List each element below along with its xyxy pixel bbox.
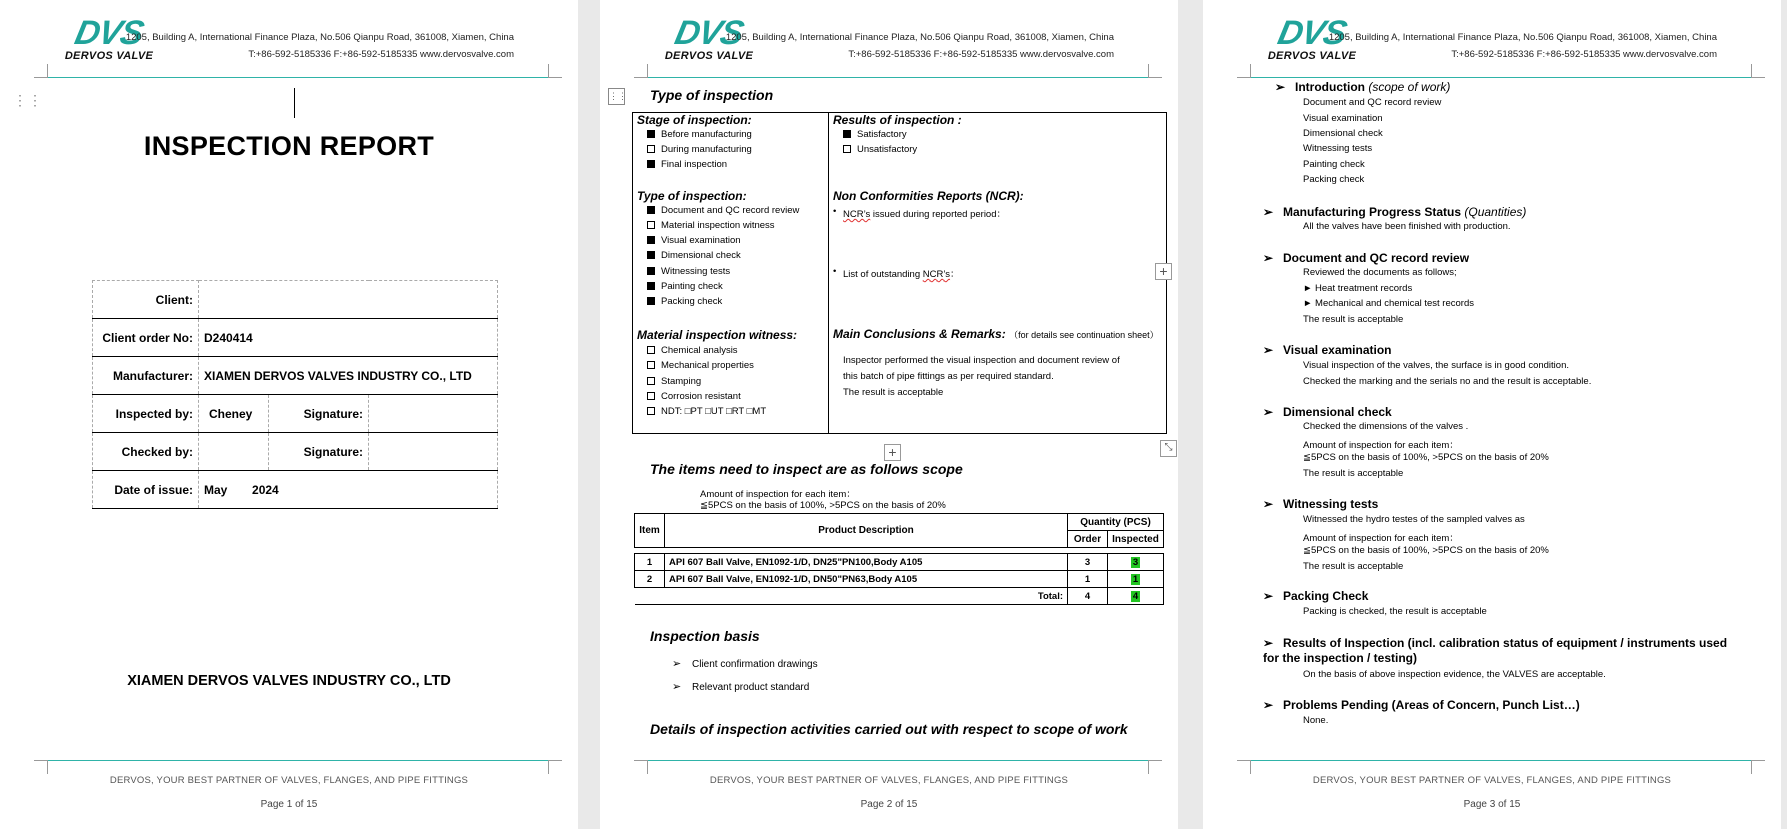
crop-mark (548, 760, 562, 774)
intro-section-title: ➢ Introduction (scope of work) (1275, 80, 1451, 94)
material-item[interactable]: NDT: □PT □UT □RT □MT (647, 406, 766, 417)
visual-text: Checked the marking and the serials no and the result is acceptable. (1303, 376, 1592, 387)
checkbox-checked-icon (647, 206, 655, 214)
signature-value[interactable] (369, 395, 498, 433)
ncr-heading: Non Conformities Reports (NCR): (833, 189, 1024, 203)
date-value[interactable] (199, 471, 498, 509)
type-item[interactable]: Dimensional check (647, 250, 741, 261)
checkbox-checked-icon (647, 297, 655, 305)
type-heading: Type of inspection: (637, 189, 747, 203)
doc-item: ► Heat treatment records (1303, 283, 1413, 294)
header-contacts: T:+86-592-5185336 F:+86-592-5185335 www.dervosvalve.com (248, 49, 514, 60)
logo-text: DERVOS VALVE (664, 50, 754, 62)
type-item[interactable]: Packing check (647, 296, 722, 307)
stage-item[interactable]: Before manufacturing (647, 129, 752, 140)
intro-item: Visual examination (1303, 113, 1383, 124)
bullet-icon: • (833, 206, 837, 217)
signature2-value[interactable] (369, 433, 498, 471)
crop-mark (1237, 760, 1251, 774)
col-header-order: Order (1068, 531, 1108, 548)
header-rule (1251, 77, 1751, 78)
intro-item: Document and QC record review (1303, 97, 1442, 108)
crop-mark (1148, 760, 1162, 774)
column-divider (828, 113, 829, 433)
inspected-value[interactable]: Cheney (199, 395, 269, 433)
doc-text: Reviewed the documents as follows; (1303, 267, 1457, 278)
wit-text: ≦5PCS on the basis of 100%, >5PCS on the basis of 20% (1303, 545, 1549, 556)
checkbox-empty-icon (647, 346, 655, 354)
logo-mark: DVS (1274, 14, 1350, 52)
add-row-icon[interactable]: + (884, 444, 901, 461)
date-label: Date of issue: (93, 471, 199, 509)
material-item[interactable]: Mechanical properties (647, 360, 754, 371)
crop-mark (634, 760, 648, 774)
crop-mark (1148, 64, 1162, 78)
date-month: May (204, 482, 228, 497)
progress-text: All the valves have been finished with production. (1303, 221, 1511, 232)
col-header-description: Product Description (665, 514, 1068, 548)
arrow-bullet-icon: ➢ (1263, 589, 1274, 603)
intro-item: Packing check (1303, 174, 1365, 185)
problems-section-title: ➢ Problems Pending (Areas of Concern, Punch List…) (1263, 698, 1580, 712)
page-number: Page 1 of 15 (260, 799, 318, 810)
header-address-block (126, 29, 514, 63)
add-column-icon[interactable]: + (1155, 263, 1172, 280)
page-number: Page 3 of 15 (1463, 799, 1521, 810)
stage-item[interactable]: During manufacturing (647, 144, 752, 155)
crop-mark (1237, 64, 1251, 78)
conclusions-heading: Main Conclusions & Remarks: （for details see continuation sheet） (833, 327, 1159, 341)
footer-slogan: DERVOS, YOUR BEST PARTNER OF VALVES, FLANGES, AND PIPE FITTINGS (109, 775, 469, 786)
arrow-bullet-icon: ➢ (1275, 80, 1286, 94)
ncr-outstanding[interactable]: • List of outstanding NCR’s： (833, 266, 960, 280)
table-row: 2 API 607 Ball Valve, EN1092-1/D, DN50"PN63,Body A105 1 1 (635, 571, 1164, 588)
highlighted-value: 3 (1132, 556, 1139, 568)
logo-text: DERVOS VALVE (1267, 50, 1357, 62)
checkbox-empty-icon (647, 221, 655, 229)
footer-slogan: DERVOS, YOUR BEST PARTNER OF VALVES, FLANGES, AND PIPE FITTINGS (1312, 775, 1672, 786)
client-value[interactable] (199, 281, 498, 319)
details-title: Details of inspection activities carried out with respect to scope of work (650, 721, 1128, 737)
intro-item: Painting check (1303, 159, 1365, 170)
conclusions-note: （for details see continuation sheet） (1009, 330, 1159, 340)
items-table (634, 513, 1164, 605)
table-resize-icon[interactable]: ⤡ (1160, 440, 1177, 457)
order-value[interactable]: D240414 (199, 319, 498, 357)
wit-result: The result is acceptable (1303, 561, 1404, 572)
col-header-inspected: Inspected (1108, 531, 1164, 548)
checkbox-checked-icon (647, 267, 655, 275)
wit-text: Witnessed the hydro testes of the sampled valves as (1303, 514, 1525, 525)
crop-mark (34, 760, 48, 774)
arrow-bullet-icon: ➢ (1263, 205, 1274, 219)
signature2-label: Signature: (269, 433, 369, 471)
checkbox-checked-icon (647, 282, 655, 290)
text-cursor (294, 88, 295, 118)
crop-mark (1751, 760, 1765, 774)
dim-text: Amount of inspection for each item： (1303, 440, 1459, 451)
type-item[interactable]: Document and QC record review (647, 205, 799, 216)
ncr-issued[interactable]: • NCR’s issued during reported period： (833, 206, 1006, 220)
results-text: On the basis of above inspection evidence, the VALVES are acceptable. (1303, 669, 1606, 680)
material-heading: Material inspection witness: (637, 328, 798, 342)
table-move-handle-icon[interactable]: ⋮⋮ (608, 88, 625, 105)
checkbox-empty-icon (647, 377, 655, 385)
checkbox-checked-icon (647, 251, 655, 259)
page-2 (600, 0, 1178, 829)
intro-item: Witnessing tests (1303, 143, 1373, 154)
client-label: Client: (93, 281, 199, 319)
date-year: 2024 (252, 482, 279, 497)
inspected-label: Inspected by: (93, 395, 199, 433)
checkbox-empty-icon (647, 145, 655, 153)
doc-result: The result is acceptable (1303, 314, 1404, 325)
wit-section-title: ➢ Witnessing tests (1263, 497, 1379, 511)
results-section-title: ➢ Results of Inspection (incl. calibration status of equipment / instruments used for the inspection / testing) (1263, 636, 1728, 665)
header-contacts: T:+86-592-5185336 F:+86-592-5185335 www.dervosvalve.com (1451, 49, 1717, 60)
stage-heading: Stage of inspection: (637, 113, 752, 127)
results-heading: Results of inspection : (833, 113, 962, 127)
conclusions-text[interactable]: Inspector performed the visual inspection and document review of this batch of pipe fittings as per required standard. The result is acceptable (843, 355, 1120, 398)
result-item[interactable]: Satisfactory (843, 129, 907, 140)
arrow-bullet-icon: ➢ (1263, 251, 1274, 265)
basis-item[interactable]: ➢ Client confirmation drawings (672, 658, 818, 670)
visual-section-title: ➢ Visual examination (1263, 343, 1392, 357)
header-address: 1205, Building A, International Finance Plaza, No.506 Qianpu Road, 361008, Xiamen, China (1328, 32, 1717, 43)
footer-rule (1251, 760, 1751, 761)
company-name: XIAMEN DERVOS VALVES INDUSTRY CO., LTD (127, 673, 451, 689)
highlighted-value: 1 (1132, 573, 1139, 585)
dim-text: ≦5PCS on the basis of 100%, >5PCS on the basis of 20% (1303, 452, 1549, 463)
dim-section-title: ➢ Dimensional check (1263, 405, 1392, 419)
page-1 (0, 0, 578, 829)
arrow-bullet-icon: ➢ (1263, 497, 1274, 511)
arrow-bullet-icon: ➢ (672, 681, 682, 693)
header-address-block (726, 29, 1114, 63)
highlighted-value: 4 (1132, 590, 1139, 602)
material-item[interactable]: Corrosion resistant (647, 391, 741, 402)
arrow-bullet-icon: ➢ (1263, 636, 1274, 650)
footer-rule (48, 760, 548, 761)
inspection-summary-table (632, 112, 1167, 434)
progress-section-title: ➢ Manufacturing Progress Status (Quantities) (1263, 205, 1527, 219)
basis-item[interactable]: ➢ Relevant product standard (672, 681, 810, 693)
crop-mark (548, 64, 562, 78)
header-rule (48, 77, 548, 78)
header-address-block (1329, 29, 1717, 63)
order-label: Client order No: (93, 319, 199, 357)
page-number: Page 2 of 15 (860, 799, 918, 810)
checkbox-empty-icon (647, 361, 655, 369)
basis-note: ≦5PCS on the basis of 100%, >5PCS on the basis of 20% (700, 500, 946, 511)
material-item[interactable]: Chemical analysis (647, 345, 738, 356)
checkbox-checked-icon (647, 130, 655, 138)
doc-item: ► Mechanical and chemical test records (1303, 298, 1474, 309)
header-address: 1205, Building A, International Finance Plaza, No.506 Qianpu Road, 361008, Xiamen, China (125, 32, 514, 43)
footer-rule (648, 760, 1148, 761)
visual-text: Visual inspection of the valves, the surface is in good condition. (1303, 360, 1569, 371)
checkbox-empty-icon (647, 392, 655, 400)
manufacturer-value[interactable]: XIAMEN DERVOS VALVES INDUSTRY CO., LTD (199, 357, 498, 395)
pack-text: Packing is checked, the result is acceptable (1303, 606, 1487, 617)
crop-mark (634, 64, 648, 78)
logo-text: DERVOS VALVE (64, 50, 154, 62)
table-row: 1 API 607 Ball Valve, EN1092-1/D, DN25"PN100,Body A105 3 3 (635, 554, 1164, 571)
pack-section-title: ➢ Packing Check (1263, 589, 1369, 603)
header-address: 1205, Building A, International Finance Plaza, No.506 Qianpu Road, 361008, Xiamen, China (725, 32, 1114, 43)
checkbox-empty-icon (843, 145, 851, 153)
header-rule (648, 77, 1148, 78)
report-title[interactable]: INSPECTION REPORT (143, 131, 435, 161)
drag-handle-icon[interactable]: ⋮⋮ (13, 92, 43, 108)
scope-title: The items need to inspect are as follows scope (650, 461, 963, 477)
intro-item: Dimensional check (1303, 128, 1383, 139)
basis-title: Inspection basis (650, 628, 760, 644)
col-header-quantity: Quantity (PCS) (1068, 514, 1164, 531)
doc-section-title: ➢ Document and QC record review (1263, 251, 1470, 265)
type-of-inspection-title: Type of inspection (650, 87, 774, 103)
footer-slogan: DERVOS, YOUR BEST PARTNER OF VALVES, FLANGES, AND PIPE FITTINGS (709, 775, 1069, 786)
wit-text: Amount of inspection for each item： (1303, 533, 1459, 544)
type-item[interactable]: Witnessing tests (647, 266, 730, 277)
arrow-bullet-icon: ➢ (672, 658, 682, 670)
type-item[interactable]: Material inspection witness (647, 220, 775, 231)
material-item[interactable]: Stamping (647, 376, 701, 387)
crop-mark (1751, 64, 1765, 78)
col-header-item: Item (635, 514, 665, 548)
checked-value[interactable] (199, 433, 269, 471)
manufacturer-label: Manufacturer: (93, 357, 199, 395)
checkbox-checked-icon (647, 160, 655, 168)
type-item[interactable]: Painting check (647, 281, 723, 292)
header-contacts: T:+86-592-5185336 F:+86-592-5185335 www.dervosvalve.com (848, 49, 1114, 60)
checked-label: Checked by: (93, 433, 199, 471)
stage-item[interactable]: Final inspection (647, 159, 727, 170)
checkbox-checked-icon (647, 236, 655, 244)
report-info-table (92, 280, 498, 509)
table-total-row: Total: 4 4 (635, 588, 1164, 605)
amount-note: Amount of inspection for each item： (700, 489, 856, 500)
dim-text: Checked the dimensions of the valves . (1303, 421, 1469, 432)
result-item[interactable]: Unsatisfactory (843, 144, 917, 155)
checkbox-checked-icon (843, 130, 851, 138)
arrow-bullet-icon: ➢ (1263, 698, 1274, 712)
page-3 (1203, 0, 1781, 829)
bullet-icon: • (833, 266, 837, 277)
arrow-bullet-icon: ➢ (1263, 343, 1274, 357)
type-item[interactable]: Visual examination (647, 235, 741, 246)
problems-text: None. (1303, 715, 1329, 726)
crop-mark (34, 64, 48, 78)
logo-mark: DVS (671, 14, 747, 52)
logo-mark: DVS (71, 14, 147, 52)
dim-result: The result is acceptable (1303, 468, 1404, 479)
arrow-bullet-icon: ➢ (1263, 405, 1274, 419)
checkbox-empty-icon (647, 407, 655, 415)
signature-label: Signature: (269, 395, 369, 433)
